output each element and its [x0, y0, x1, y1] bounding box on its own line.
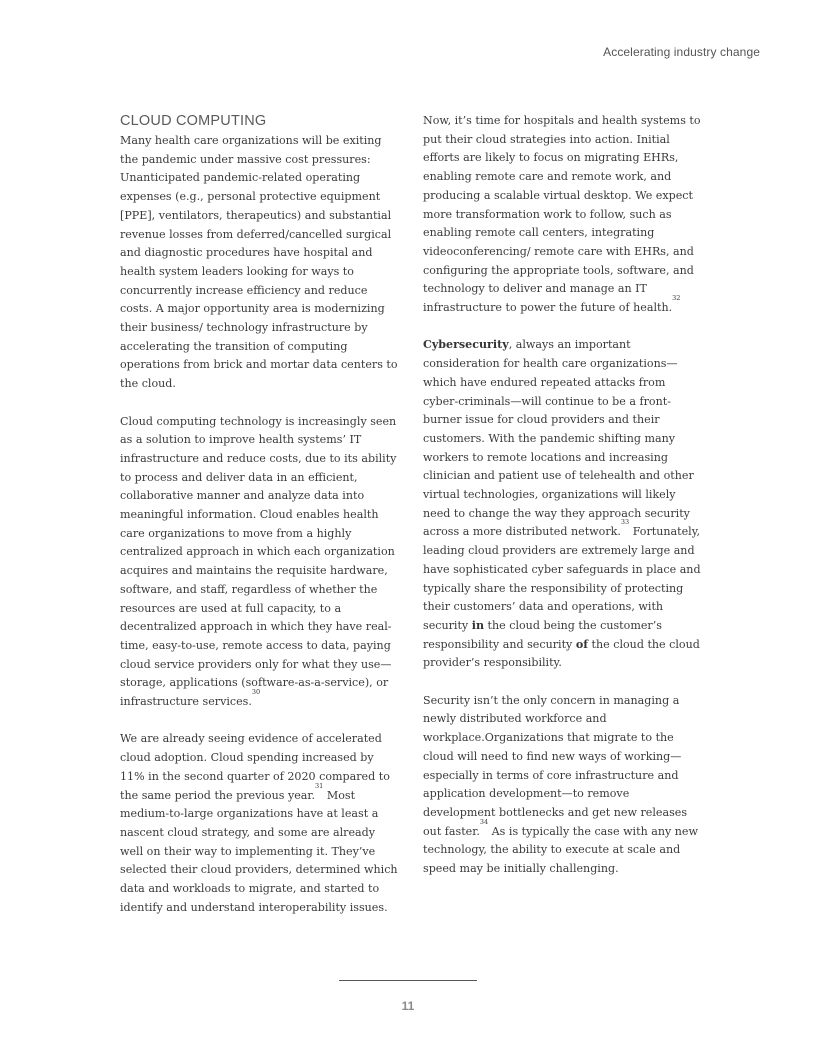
paragraph-text: the cloud the cloud provider’s responsibility.: [423, 637, 700, 670]
paragraph-cost-pressures: [120, 132, 398, 394]
paragraph-text: the cloud being the customer’s responsibility and security: [423, 618, 662, 651]
paragraph-text: Cloud computing technology is increasingly seen as a solution to improve health systems’ IT infrastructure and reduce costs, due to its ability to process and deliver data in an efficient, collaborative manner and analyze data into meaningful information. Cloud enables health care organizations to move from a highly centralized approach in which each organization acquires and maintains the requisite hardware, software, and staff, regardless of whether the resources are used at full capacity, to a decentralized approach in which they have real-time, easy-to-use, remote access to data, paying cloud service providers only for what they use—storage, applications (software-as-a-service), or infrastructure services.: [120, 414, 397, 709]
paragraph-distributed-workforce: [423, 692, 701, 879]
section-heading: CLOUD COMPUTING: [120, 113, 267, 129]
right-column: [423, 112, 701, 897]
paragraph-cybersecurity: [423, 336, 701, 673]
left-column: [120, 112, 398, 936]
paragraph-text: , always an important consideration for health care organizations—which have endured repeated attacks from cyber-criminals—will continue to be a front-burner issue for cloud providers and their customers. With the pandemic shifting many workers to remote locations and increasing clinician and patient use of telehealth and other virtual technologies, organizations will likely need to change the way they approach security across a more distributed network.: [423, 338, 694, 539]
paragraph-text: Now, it’s time for hospitals and health systems to put their cloud strategies into action. Initial efforts are likely to focus on migrating EHRs, enabling remote care and remote work, and producing a scalable virtual desktop. We expect more transformation work to follow, such as enabling remote call centers, integrating videoconferencing/ remote care with EHRs, and configuring the appropriate tools, software, and technology to deliver and manage an IT infrastructure to power the future of health.: [423, 114, 701, 315]
paragraph-text: Fortunately, leading cloud providers are extremely large and have sophisticated cyber safeguards in place and typically share the responsibility of protecting their customers’ data and operations, with security: [423, 525, 701, 632]
footnote-ref: 33: [620, 518, 630, 527]
footer-rule: [339, 980, 477, 981]
bold-term-cybersecurity: Cybersecurity: [423, 338, 509, 352]
paragraph-cloud-adoption: [120, 730, 398, 917]
running-header: Accelerating industry change: [603, 45, 760, 59]
paragraph-text: Many health care organizations will be exiting the pandemic under massive cost pressures: Unanticipated pandemic-related operating expenses (e.g., personal protective equipment [PPE], ventilators, therapeutics) and substantial revenue losses from deferred/cancelled surgical and diagnostic procedures have hospital and health system leaders looking for ways to concurrently increase efficiency and reduce costs. A major opportunity area is modernizing their business/ technology infrastructure by accelerating the transition of computing operations from brick and mortar data centers to the cloud.: [120, 134, 398, 391]
footnote-ref: 34: [479, 817, 489, 826]
bold-term-of: of: [575, 637, 589, 651]
bold-term-in: in: [471, 618, 485, 632]
footnote-ref: 31: [315, 781, 324, 790]
paragraph-text: Security isn’t the only concern in managing a newly distributed workforce and workplace.Organizations that migrate to the cloud will need to find new ways of working—especially in terms of core infrastructure and application development—to remove development bottlenecks and get new releases out faster.: [423, 693, 688, 838]
footnote-ref: 32: [672, 294, 681, 303]
footnote-ref: 30: [251, 688, 261, 697]
paragraph-text: As is typically the case with any new technology, the ability to execute at scale and speed may be initially challenging.: [423, 824, 698, 876]
paragraph-cloud-strategies: [423, 112, 701, 318]
paragraph-text: Most medium-to-large organizations have at least a nascent cloud strategy, and some are already well on their way to implementing it. They’ve selected their cloud providers, determined which data and workloads to migrate, and started to identify and understand interoperability issues.: [120, 788, 398, 914]
paragraph-text: We are already seeing evidence of accelerated cloud adoption. Cloud spending increased by 11% in the second quarter of 2020 compared to the same period the previous year.: [120, 732, 390, 802]
paragraph-cloud-technology: [120, 413, 398, 712]
page-number: 11: [401, 999, 415, 1013]
